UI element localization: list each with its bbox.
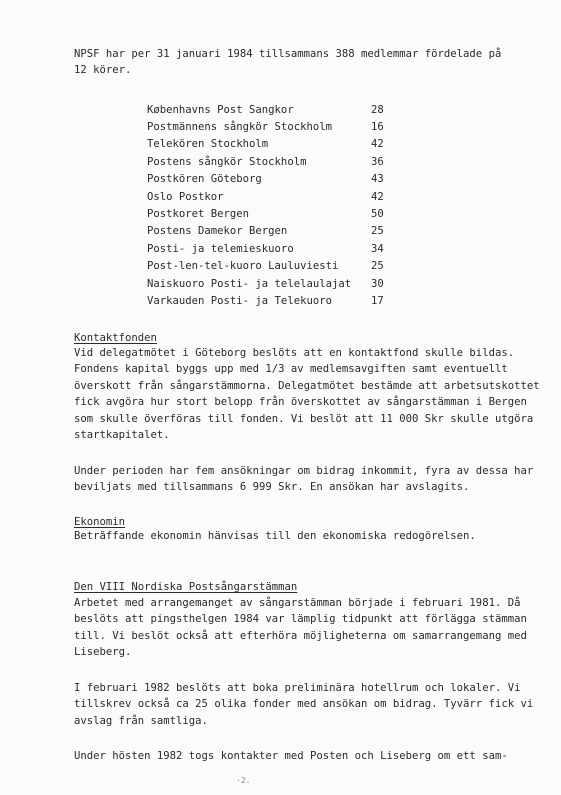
kontaktfonden-paragraph-2: Under perioden har fem ansökningar om bidrag inkommit, fyra av dessa har beviljats med tillsammans 6 999 Skr. En ansökan har avslagits. <box>74 465 534 494</box>
ekonomin-heading: Ekonomin <box>74 516 126 528</box>
choir-name: Postens sångkör Stockholm <box>147 155 307 168</box>
choir-membership-table <box>147 101 401 310</box>
choir-row <box>147 205 401 222</box>
choir-member-count: 43 <box>371 173 384 186</box>
choir-name: Telekören Stockholm <box>147 138 269 151</box>
stamman-paragraph-3: Under hösten 1982 togs kontakter med Posten och Liseberg om ett sam- <box>74 750 508 762</box>
choir-row <box>147 188 401 205</box>
stamman-paragraph-2: I februari 1982 beslöts att boka preliminära hotellrum och lokaler. Vi tillskrev också ca 25 olika fonder med ansökan om bidrag. Tyvärr fick vi avslag från samtliga. <box>74 682 534 727</box>
choir-row <box>147 240 401 257</box>
page-number-mark: ·2. <box>236 776 251 785</box>
choir-name: Varkauden Posti- ja Telekuoro <box>147 294 332 307</box>
choir-member-count: 30 <box>371 277 384 290</box>
choir-row <box>147 223 401 240</box>
choir-member-count: 25 <box>371 225 384 238</box>
choir-member-count: 36 <box>371 155 384 168</box>
choir-name: Postkören Göteborg <box>147 173 262 186</box>
choir-row <box>147 118 401 135</box>
choir-member-count: 28 <box>371 103 384 116</box>
choir-name: Naiskuoro Posti- ja telelaulajat <box>147 277 352 290</box>
choir-member-count: 34 <box>371 242 384 255</box>
choir-member-count: 42 <box>371 190 384 203</box>
choir-row <box>147 258 401 275</box>
ekonomin-paragraph: Beträffande ekonomin hänvisas till den ekonomiska redogörelsen. <box>74 530 476 542</box>
kontaktfonden-paragraph-1: Vid delegatmötet i Göteborg beslöts att en kontaktfond skulle bildas. Fondens kapital byggs upp med 1/3 av medlemsavgiften samt eventuellt överskott från sångarstämmorna. Delegatmötet bestämde att arbetsutskottet fick avgöra hur stort belopp från överskottet av sångarstämman i Bergen som skulle överföras till fonden. Vi beslöt att 11 000 Skr skulle utgöra startkapitalet. <box>74 347 540 442</box>
choir-row <box>147 275 401 292</box>
choir-row <box>147 292 401 309</box>
choir-name: Post-len-tel-kuoro Lauluviesti <box>147 260 339 273</box>
choir-name: Oslo Postkor <box>147 190 224 203</box>
choir-name: Posti- ja telemieskuoro <box>147 242 294 255</box>
choir-member-count: 16 <box>371 121 384 134</box>
choir-name: Postens Damekor Bergen <box>147 225 288 238</box>
choir-member-count: 50 <box>371 208 384 221</box>
kontaktfonden-heading: Kontaktfonden <box>74 332 157 344</box>
intro-paragraph: NPSF har per 31 januari 1984 tillsammans 388 medlemmar fördelade på 12 körer. <box>74 48 502 77</box>
choir-name: Københavns Post Sangkor <box>147 103 294 116</box>
choir-member-count: 42 <box>371 138 384 151</box>
choir-name: Postkoret Bergen <box>147 208 250 221</box>
choir-name: Postmännens sångkör Stockholm <box>147 121 332 134</box>
choir-row <box>147 171 401 188</box>
choir-row <box>147 153 401 170</box>
choir-member-count: 17 <box>371 294 384 307</box>
choir-row <box>147 101 401 118</box>
choir-member-count: 25 <box>371 260 384 273</box>
stamman-paragraph-1: Arbetet med arrangemanget av sångarstämman började i februari 1981. Då beslöts att pingsthelgen 1984 var lämplig tidpunkt att förlägga stämman till. Vi beslöt också att efterhöra möjligheterna om samarrangemang med Liseberg. <box>74 597 527 659</box>
stamman-heading: Den VIII Nordiska Postsångarstämman <box>74 581 298 593</box>
choir-row <box>147 136 401 153</box>
